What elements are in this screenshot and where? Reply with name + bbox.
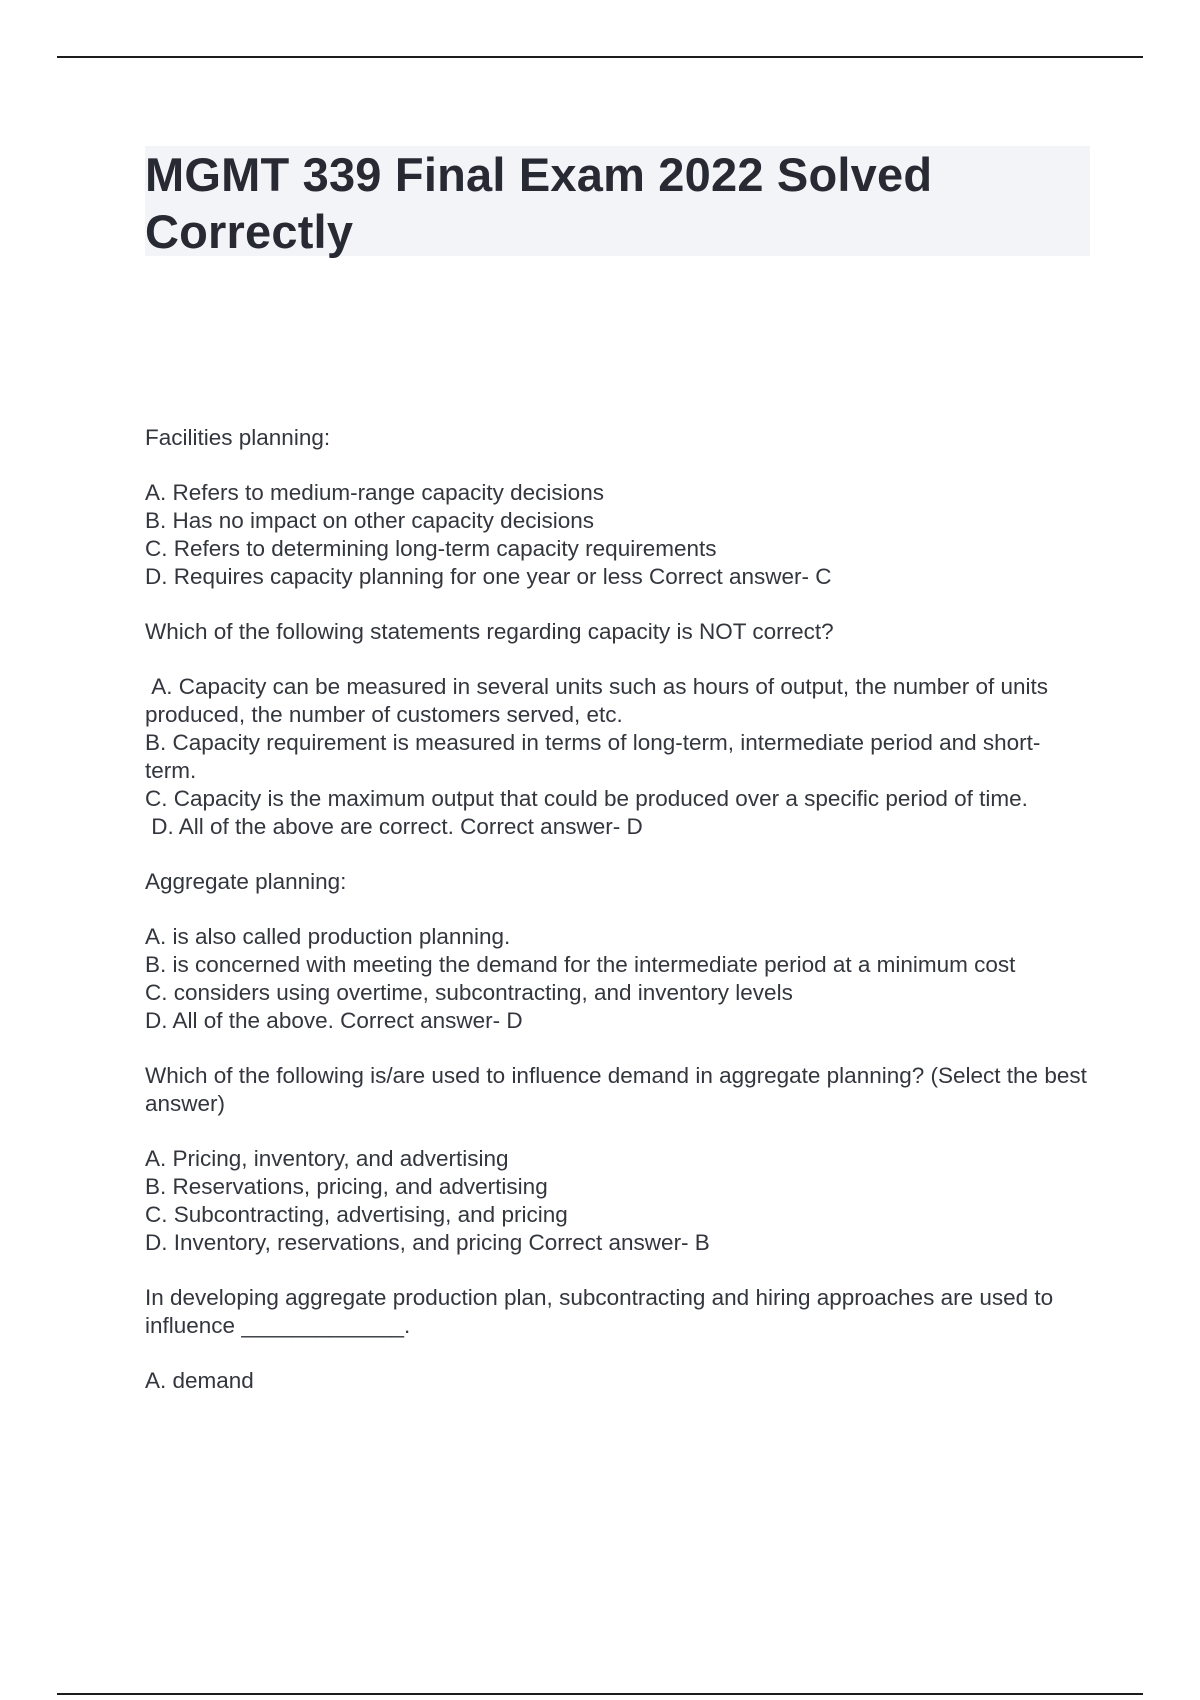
option-d: D. All of the above. Correct answer- D: [145, 1008, 523, 1033]
option-a: A. demand: [145, 1368, 254, 1393]
option-a: A. Pricing, inventory, and advertising: [145, 1146, 509, 1171]
option-a: A. is also called production planning.: [145, 924, 511, 949]
option-b: B. Has no impact on other capacity decisions: [145, 508, 594, 533]
option-c: C. Capacity is the maximum output that could be produced over a specific period of time.: [145, 786, 1028, 811]
option-c: C. considers using overtime, subcontracting, and inventory levels: [145, 980, 793, 1005]
header-rule: [57, 56, 1143, 58]
question-1: [145, 424, 1090, 591]
footer-rule: [57, 1693, 1143, 1695]
option-c: C. Refers to determining long-term capacity requirements: [145, 536, 717, 561]
document-title: MGMT 339 Final Exam 2022 Solved Correctly: [145, 148, 933, 258]
question-text: Aggregate planning:: [145, 869, 347, 894]
option-a: A. Capacity can be measured in several units such as hours of output, the number of units produced, the number of customers served, etc.: [145, 674, 1055, 727]
question-2: [145, 618, 1090, 841]
question-list: [145, 424, 1090, 1395]
question-3: [145, 868, 1090, 1035]
question-4: [145, 1062, 1090, 1257]
question-text: In developing aggregate production plan, subcontracting and hiring approaches are used to influence _____________.: [145, 1285, 1054, 1338]
option-b: B. Capacity requirement is measured in terms of long-term, intermediate period and short-term.: [145, 730, 1041, 783]
question-text: Which of the following statements regarding capacity is NOT correct?: [145, 619, 834, 644]
option-d: D. Requires capacity planning for one year or less Correct answer- C: [145, 564, 832, 589]
title-block: [145, 146, 1090, 256]
option-d: D. All of the above are correct. Correct answer- D: [145, 814, 643, 839]
option-a: A. Refers to medium-range capacity decisions: [145, 480, 604, 505]
question-5: [145, 1284, 1090, 1395]
option-d: D. Inventory, reservations, and pricing Correct answer- B: [145, 1230, 710, 1255]
question-text: Facilities planning:: [145, 425, 331, 450]
option-b: B. Reservations, pricing, and advertising: [145, 1174, 548, 1199]
option-b: B. is concerned with meeting the demand for the intermediate period at a minimum cost: [145, 952, 1016, 977]
option-c: C. Subcontracting, advertising, and pricing: [145, 1202, 568, 1227]
question-text: Which of the following is/are used to influence demand in aggregate planning? (Select the best answer): [145, 1063, 1087, 1116]
